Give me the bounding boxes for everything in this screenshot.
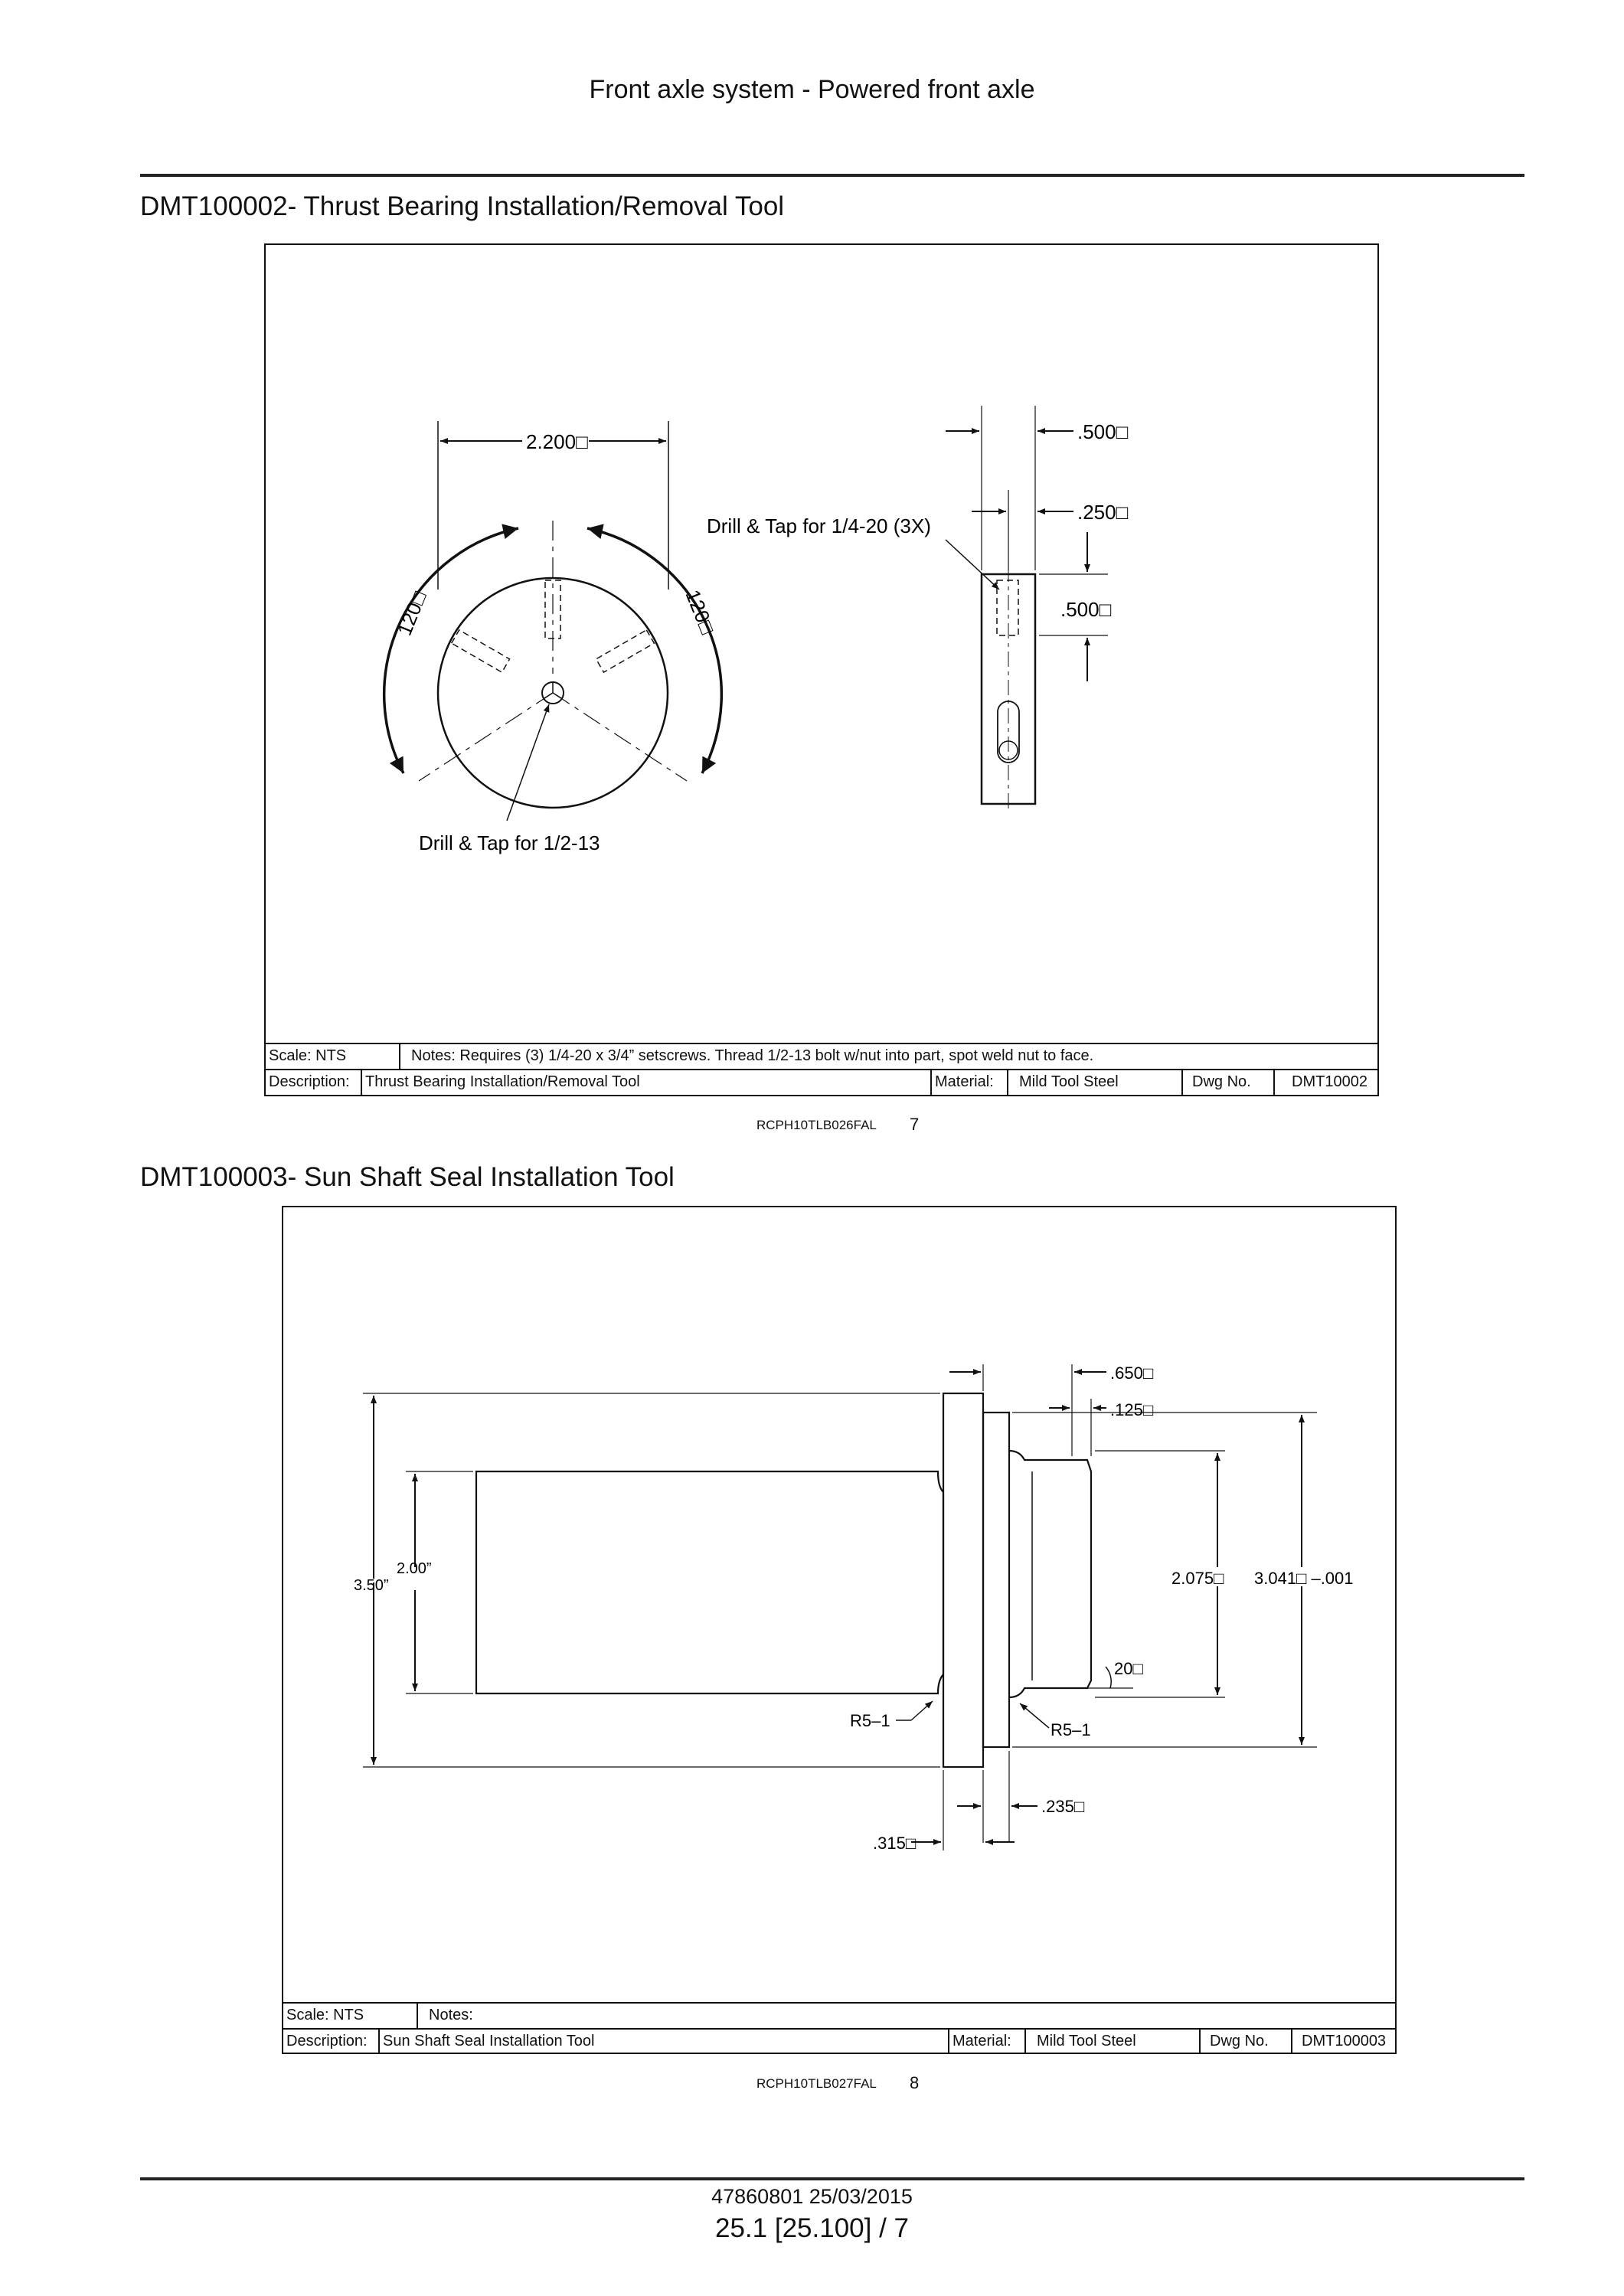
footer-page-ref: 25.1 [25.100] / 7 (715, 2213, 909, 2243)
tb2-div-4 (1024, 2028, 1026, 2054)
tb-description: Thrust Bearing Installation/Removal Tool (365, 1073, 640, 1090)
tb-div-5 (1181, 1069, 1183, 1095)
tb2-top-line (283, 2002, 1395, 2004)
dim-3041: 3.041□ –.001 (1254, 1569, 1354, 1588)
leader-half-13 (507, 704, 549, 821)
tb-div-6 (1273, 1069, 1275, 1095)
callout-drill-tap-quarter: Drill & Tap for 1/4-20 (3X) (707, 514, 931, 537)
dim-315: .315□ (873, 1834, 917, 1853)
dim-650: .650□ (1110, 1364, 1154, 1383)
tb-dwg-label: Dwg No. (1192, 1073, 1251, 1090)
tb2-material: Mild Tool Steel (1037, 2033, 1136, 2049)
center-mark-2 (544, 693, 553, 698)
angle-arc-right (587, 528, 721, 773)
flange-inner (983, 1413, 1009, 1747)
tb-div-2 (361, 1069, 362, 1095)
angle-arc-left (384, 528, 518, 773)
dim-125: .125□ (1110, 1400, 1154, 1419)
drawing-frame-thrust-bearing-tool (264, 243, 1379, 1096)
pilot-nose (1009, 1451, 1091, 1697)
tb-div-4 (1007, 1069, 1008, 1095)
dim-radius-left: R5–1 (850, 1711, 890, 1730)
footer-doc-ref: 47860801 25/03/2015 (711, 2185, 913, 2208)
tb-div-1 (399, 1043, 400, 1070)
footer-rule (140, 2177, 1524, 2180)
tb-mid-line (266, 1069, 1377, 1070)
tb2-div-2 (378, 2028, 380, 2054)
flange-outer (943, 1393, 983, 1767)
thrust-bearing-tool-drawing (266, 245, 1377, 1044)
tb2-scale: Scale: NTS (286, 2007, 364, 2023)
dim-235: .235□ (1041, 1797, 1085, 1816)
tb2-description: Sun Shaft Seal Installation Tool (383, 2033, 595, 2049)
tb2-notes: Notes: (429, 2007, 473, 2023)
dim-angle-120-left: 120□ (392, 588, 431, 639)
side-view-hidden-hole (997, 580, 1018, 635)
tb2-div-5 (1199, 2028, 1201, 2054)
dim-angle-20: 20□ (1114, 1659, 1143, 1678)
tb2-description-label: Description: (286, 2033, 368, 2049)
tb2-dwg-no: DMT100003 (1302, 2033, 1387, 2049)
angle-arc (1106, 1667, 1111, 1688)
section-title-dmt100002: DMT100002- Thrust Bearing Installation/Removal Tool (140, 191, 785, 221)
dim-2200: 2.200□ (526, 430, 588, 453)
page-header-title: Front axle system - Powered front axle (589, 75, 1035, 104)
tb-material-label: Material: (935, 1073, 994, 1090)
dim-angle-120-right: 120□ (681, 586, 720, 638)
dim-radius-right: R5–1 (1051, 1720, 1091, 1739)
tb2-mid-line (283, 2028, 1395, 2030)
dim-200: 2.00” (397, 1560, 432, 1577)
figure-caption-num-2: 8 (910, 2073, 920, 2092)
radial-hole-right (596, 630, 654, 672)
dim-250: .250□ (1077, 501, 1129, 524)
tb-top-line (266, 1043, 1377, 1044)
leader-quarter-20 (946, 540, 999, 590)
tb-div-3 (930, 1069, 932, 1095)
tb2-material-label: Material: (953, 2033, 1011, 2049)
dim-2075: 2.075□ (1171, 1569, 1224, 1588)
radial-hole-left (452, 630, 510, 672)
tb-dwg-no: DMT10002 (1292, 1073, 1367, 1090)
shaft-body (476, 1471, 943, 1693)
tb2-dwg-label: Dwg No. (1210, 2033, 1269, 2049)
figure-caption-code-2: RCPH10TLB027FAL (756, 2076, 877, 2091)
dim-350: 3.50” (354, 1577, 389, 1594)
header-rule (140, 174, 1524, 177)
center-mark-3 (553, 693, 561, 698)
tb2-div-6 (1291, 2028, 1292, 2054)
section-title-dmt100003: DMT100003- Sun Shaft Seal Installation Tool (140, 1162, 675, 1192)
callout-drill-tap-half: Drill & Tap for 1/2-13 (419, 831, 600, 854)
tb-description-label: Description: (269, 1073, 350, 1090)
leader-r-right (1020, 1703, 1049, 1728)
dim-500-top: .500□ (1077, 420, 1129, 443)
tb2-div-1 (417, 2002, 418, 2030)
tb2-div-3 (948, 2028, 949, 2054)
tb-notes: Notes: Requires (3) 1/4-20 x 3/4” setscrews. Thread 1/2-13 bolt w/nut into part, spot weld nut to face. (411, 1047, 1094, 1064)
figure-caption-code-1: RCPH10TLB026FAL (756, 1118, 877, 1132)
leader-r-left (911, 1701, 933, 1720)
figure-caption-num-1: 7 (910, 1115, 920, 1134)
tb-scale: Scale: NTS (269, 1047, 347, 1064)
drawing-frame-sun-shaft-seal-tool (282, 1206, 1397, 2054)
sun-shaft-seal-tool-drawing (283, 1207, 1395, 2004)
dim-500-side: .500□ (1060, 598, 1112, 621)
tb-material: Mild Tool Steel (1019, 1073, 1119, 1090)
